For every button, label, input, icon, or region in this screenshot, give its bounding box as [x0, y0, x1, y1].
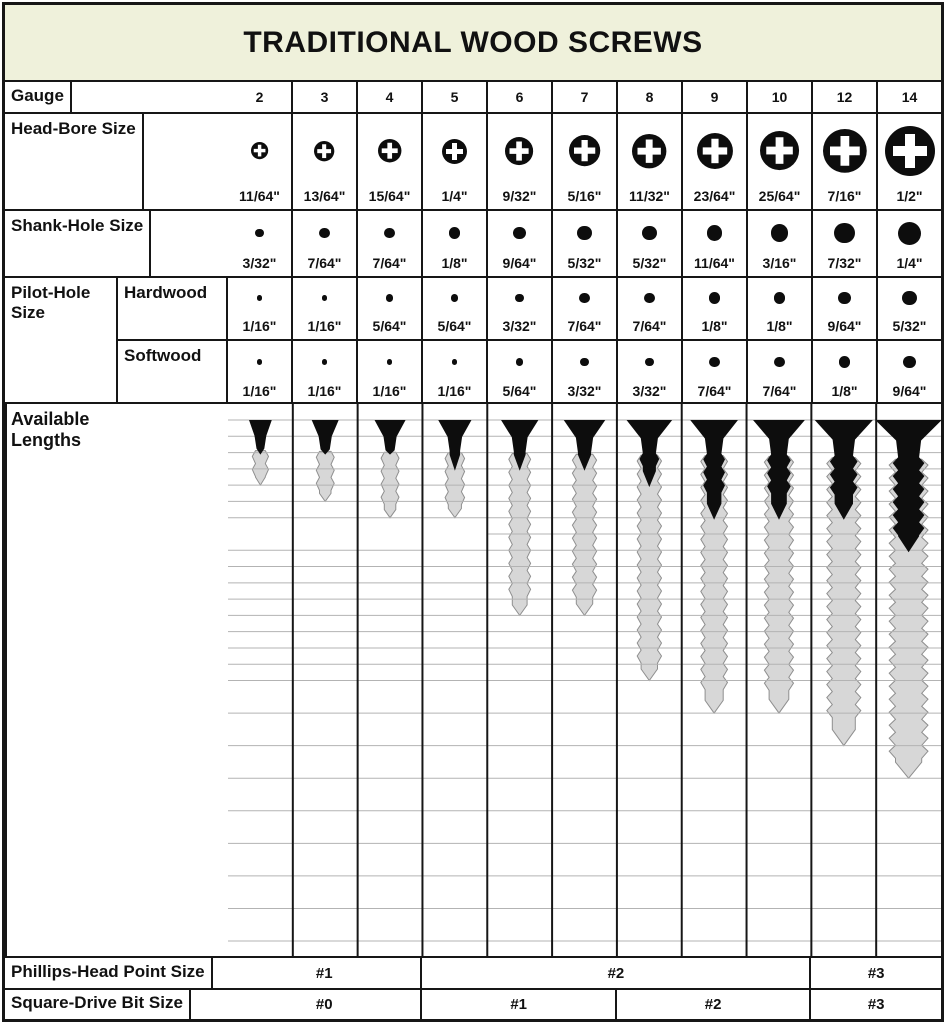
- head-bore-cell: [488, 114, 553, 209]
- head-bore-row-label: Head-Bore Size: [5, 114, 144, 209]
- drill-hole-dot: [488, 341, 551, 383]
- pilot-hardwood-size-value: 9/64": [827, 318, 862, 334]
- pilot-hardwood-size-value: 1/8": [766, 318, 793, 334]
- head-bore-size-value: 25/64": [758, 188, 801, 204]
- pilot-hardwood-size-cell: [423, 278, 488, 339]
- pilot-softwood-size-cell: [813, 341, 878, 404]
- pilot-hardwood-size-cell: [748, 278, 813, 339]
- drill-hole-dot: [423, 341, 486, 383]
- pilot-hardwood-size-cell: [813, 278, 878, 339]
- drill-hole-dot: [618, 341, 681, 383]
- gauge-value-cell: 14: [901, 89, 918, 105]
- drill-hole-dot-shape: [903, 356, 916, 369]
- drill-hole-dot: [878, 278, 941, 318]
- shank-hole-size-cell: [878, 211, 941, 276]
- drill-hole-dot-shape: [709, 292, 721, 304]
- shank-hole-size-value: 5/32": [567, 255, 602, 271]
- head-bore-row: [5, 114, 941, 211]
- drill-hole-dot-shape: [451, 294, 458, 301]
- drill-hole-dot: [358, 211, 421, 255]
- pilot-hardwood-size-value: 7/64": [567, 318, 602, 334]
- page-title: TRADITIONAL WOOD SCREWS: [243, 25, 703, 59]
- pilot-hole-row-label: Pilot-Hole Size: [5, 278, 118, 402]
- square-drive-row-label: Square-Drive Bit Size: [5, 990, 191, 1019]
- drill-hole-dot-shape: [257, 359, 263, 365]
- phillips-head-icon: [683, 114, 746, 188]
- pilot-softwood-size-value: 1/16": [437, 383, 472, 399]
- drill-hole-dot-shape: [774, 357, 784, 367]
- drill-hole-dot: [618, 211, 681, 255]
- phillips-head-icon: [358, 114, 421, 188]
- pilot-hardwood-size-value: 3/32": [502, 318, 537, 334]
- square-drive-bit-size-cell: #2: [617, 990, 811, 1019]
- shank-hole-size-value: 7/64": [372, 255, 407, 271]
- drill-hole-dot: [488, 211, 551, 255]
- pilot-softwood-size-cell: [293, 341, 358, 404]
- phillips-head-icon: [423, 114, 486, 188]
- gauge-value-cell: 10: [748, 82, 813, 112]
- head-bore-size-value: 13/64": [303, 188, 346, 204]
- head-bore-size-value: 11/64": [239, 188, 280, 204]
- drill-hole-dot: [618, 278, 681, 318]
- shank-hole-size-cell: [813, 211, 878, 276]
- phillips-head-icon: [553, 114, 616, 188]
- available-lengths-label-area: [5, 404, 90, 956]
- drill-hole-dot: [813, 211, 876, 255]
- title-band: [5, 5, 941, 82]
- softwood-subrow: [118, 341, 941, 404]
- drill-hole-dot: [683, 341, 746, 383]
- drill-hole-dot-shape: [709, 357, 719, 367]
- drill-hole-dot-shape: [257, 295, 263, 301]
- pilot-hardwood-size-value: 7/64": [632, 318, 667, 334]
- drill-hole-dot: [423, 211, 486, 255]
- drill-hole-dot: [878, 341, 941, 383]
- drill-hole-dot-shape: [642, 226, 656, 240]
- pilot-hardwood-size-cell: [228, 278, 293, 339]
- drill-hole-dot: [228, 278, 291, 318]
- drill-hole-dot-shape: [707, 225, 723, 241]
- shank-hole-size-cell: [358, 211, 423, 276]
- pilot-hardwood-size-cell: [293, 278, 358, 339]
- head-bore-cell: [228, 114, 293, 209]
- drill-hole-dot-shape: [580, 358, 589, 367]
- shank-hole-size-value: 3/32": [242, 255, 277, 271]
- phillips-row: [5, 958, 941, 990]
- drill-hole-dot: [293, 278, 356, 318]
- drill-hole-dot-shape: [322, 295, 328, 301]
- pilot-softwood-size-value: 7/64": [697, 383, 732, 399]
- available-lengths-row: [5, 404, 941, 958]
- drill-hole-dot-shape: [387, 359, 393, 365]
- pilot-hole-rows: [5, 278, 941, 404]
- head-bore-size-value: 11/32": [629, 188, 670, 204]
- pilot-softwood-size-value: 7/64": [762, 383, 797, 399]
- shank-hole-size-value: 5/32": [632, 255, 667, 271]
- available-lengths-title: Available Lengths: [11, 409, 90, 450]
- pilot-hardwood-size-value: 5/32": [892, 318, 927, 334]
- drill-hole-dot-shape: [902, 291, 916, 305]
- head-bore-size-value: 9/32": [502, 188, 537, 204]
- square-drive-bit-size-cell: #3: [867, 996, 885, 1013]
- drill-hole-dot: [748, 211, 811, 255]
- phillips-row-label: Phillips-Head Point Size: [5, 958, 213, 988]
- drill-hole-dot: [228, 341, 291, 383]
- drill-hole-dot: [748, 341, 811, 383]
- gauge-value-cell: 3: [293, 82, 358, 112]
- pilot-softwood-size-value: 1/16": [307, 383, 342, 399]
- head-bore-size-value: 23/64": [693, 188, 736, 204]
- pilot-softwood-size-value: 9/64": [892, 383, 927, 399]
- shank-hole-size-cell: [228, 211, 293, 276]
- drill-hole-dot: [423, 278, 486, 318]
- drill-hole-dot-shape: [449, 227, 461, 239]
- drill-hole-dot: [488, 278, 551, 318]
- pilot-hardwood-size-cell: [358, 278, 423, 339]
- shank-hole-size-value: 7/64": [307, 255, 342, 271]
- pilot-softwood-size-cell: [358, 341, 423, 404]
- phillips-head-icon: [488, 114, 551, 188]
- pilot-hardwood-size-cell: [488, 278, 553, 339]
- pilot-softwood-size-cell: [488, 341, 553, 404]
- gauge-row: [5, 82, 941, 114]
- shank-hole-row-label: Shank-Hole Size: [5, 211, 151, 276]
- head-bore-cell: [293, 114, 358, 209]
- pilot-softwood-size-value: 3/32": [567, 383, 602, 399]
- shank-hole-size-value: 3/16": [762, 255, 797, 271]
- screw-length-diagram: [228, 404, 941, 956]
- phillips-head-icon: [228, 114, 291, 188]
- pilot-softwood-size-cell: [683, 341, 748, 404]
- drill-hole-dot-shape: [452, 359, 458, 365]
- drill-hole-dot-shape: [577, 226, 591, 240]
- drill-hole-dot-shape: [834, 223, 854, 243]
- drill-hole-dot-shape: [898, 222, 921, 245]
- pilot-hardwood-size-cell: [618, 278, 683, 339]
- pilot-softwood-size-cell: [553, 341, 618, 404]
- pilot-softwood-size-cell: [618, 341, 683, 404]
- drill-hole-dot-shape: [774, 292, 786, 304]
- head-bore-size-value: 7/16": [827, 188, 862, 204]
- drill-hole-dot: [683, 278, 746, 318]
- pilot-softwood-size-value: 5/64": [502, 383, 537, 399]
- pilot-hardwood-size-value: 5/64": [372, 318, 407, 334]
- pilot-hardwood-size-value: 5/64": [437, 318, 472, 334]
- gauge-value-cell: 5: [423, 82, 488, 112]
- drill-hole-dot: [813, 278, 876, 318]
- phillips-head-icon: [618, 114, 681, 188]
- pilot-softwood-size-cell: [423, 341, 488, 404]
- drill-hole-dot: [358, 278, 421, 318]
- head-bore-size-value: 15/64": [368, 188, 411, 204]
- pilot-hardwood-size-value: 1/16": [307, 318, 342, 334]
- phillips-point-size-cell: #3: [867, 964, 885, 982]
- phillips-head-icon: [748, 114, 811, 188]
- shank-hole-size-cell: [618, 211, 683, 276]
- head-bore-cell: [618, 114, 683, 209]
- shank-hole-size-value: 9/64": [502, 255, 537, 271]
- pilot-softwood-size-cell: [748, 341, 813, 404]
- shank-hole-size-cell: [293, 211, 358, 276]
- square-drive-bit-size-cell: #1: [422, 990, 616, 1019]
- drill-hole-dot: [813, 341, 876, 383]
- shank-hole-row: [5, 211, 941, 278]
- head-bore-size-value: 5/16": [567, 188, 602, 204]
- hardwood-subrow: [118, 278, 941, 341]
- drill-hole-dot: [748, 278, 811, 318]
- drill-hole-dot-shape: [644, 293, 654, 303]
- head-bore-size-value: 1/4": [441, 188, 468, 204]
- head-bore-cell: [423, 114, 488, 209]
- drill-hole-dot: [878, 211, 941, 255]
- drill-hole-dot-shape: [384, 228, 394, 238]
- drill-hole-dot-shape: [838, 292, 851, 305]
- shank-hole-size-cell: [423, 211, 488, 276]
- square-drive-row: [5, 990, 941, 1019]
- shank-hole-size-cell: [553, 211, 618, 276]
- pilot-softwood-size-cell: [228, 341, 293, 404]
- pilot-softwood-size-value: 3/32": [632, 383, 667, 399]
- shank-hole-size-cell: [488, 211, 553, 276]
- drill-hole-dot: [553, 341, 616, 383]
- gauge-row-label: Gauge: [5, 82, 72, 112]
- drill-hole-dot: [553, 211, 616, 255]
- gauge-value-cell: 6: [488, 82, 553, 112]
- pilot-softwood-size-value: 1/16": [242, 383, 277, 399]
- head-bore-cell: [748, 114, 813, 209]
- pilot-softwood-size-value: 1/16": [372, 383, 407, 399]
- drill-hole-dot-shape: [255, 229, 264, 238]
- shank-hole-size-cell: [683, 211, 748, 276]
- chart-frame: [2, 2, 944, 1022]
- drill-hole-dot-shape: [515, 294, 524, 303]
- shank-hole-size-value: 1/4": [896, 255, 923, 271]
- square-drive-bit-size-cell: #0: [228, 990, 422, 1019]
- head-bore-cell: [683, 114, 748, 209]
- pilot-softwood-size-value: 1/8": [831, 383, 858, 399]
- phillips-head-icon: [813, 114, 876, 188]
- phillips-point-size-cell: #2: [422, 958, 811, 988]
- drill-hole-dot-shape: [771, 224, 788, 241]
- head-bore-cell: [553, 114, 618, 209]
- gauge-value-cell: 2: [228, 82, 293, 112]
- drill-hole-dot-shape: [386, 294, 393, 301]
- gauge-value-cell: 12: [813, 82, 878, 112]
- pilot-hardwood-size-cell: [683, 278, 748, 339]
- drill-hole-dot-shape: [839, 356, 851, 368]
- phillips-head-icon: [293, 114, 356, 188]
- drill-hole-dot: [293, 211, 356, 255]
- pilot-hardwood-size-cell: [553, 278, 618, 339]
- drill-hole-dot: [293, 341, 356, 383]
- shank-hole-size-value: 7/32": [827, 255, 862, 271]
- gauge-value-cell: 9: [683, 82, 748, 112]
- head-bore-cell: [813, 114, 878, 209]
- shank-hole-size-value: 1/8": [441, 255, 468, 271]
- drill-hole-dot-shape: [513, 227, 526, 240]
- softwood-label: Softwood: [118, 341, 228, 404]
- head-bore-cell: [878, 114, 941, 209]
- gauge-value-cell: 4: [358, 82, 423, 112]
- drill-hole-dot: [358, 341, 421, 383]
- drill-hole-dot: [553, 278, 616, 318]
- gauge-value-cell: 7: [553, 82, 618, 112]
- pilot-hardwood-size-cell: [878, 278, 941, 339]
- head-bore-cell: [358, 114, 423, 209]
- drill-hole-dot-shape: [322, 359, 328, 365]
- pilot-hardwood-size-value: 1/16": [242, 318, 277, 334]
- drill-hole-dot-shape: [516, 358, 523, 365]
- pilot-softwood-size-cell: [878, 341, 941, 404]
- drill-hole-dot: [228, 211, 291, 255]
- pilot-hardwood-size-value: 1/8": [701, 318, 728, 334]
- shank-hole-size-value: 11/64": [694, 255, 735, 271]
- drill-hole-dot-shape: [645, 358, 654, 367]
- shank-hole-size-cell: [748, 211, 813, 276]
- phillips-head-icon: [878, 114, 941, 188]
- drill-hole-dot-shape: [579, 293, 589, 303]
- drill-hole-dot-shape: [319, 228, 329, 238]
- drill-hole-dot: [683, 211, 746, 255]
- hardwood-label: Hardwood: [118, 278, 228, 339]
- phillips-point-size-cell: #1: [228, 958, 422, 988]
- gauge-value-cell: 8: [618, 82, 683, 112]
- head-bore-size-value: 1/2": [896, 188, 923, 204]
